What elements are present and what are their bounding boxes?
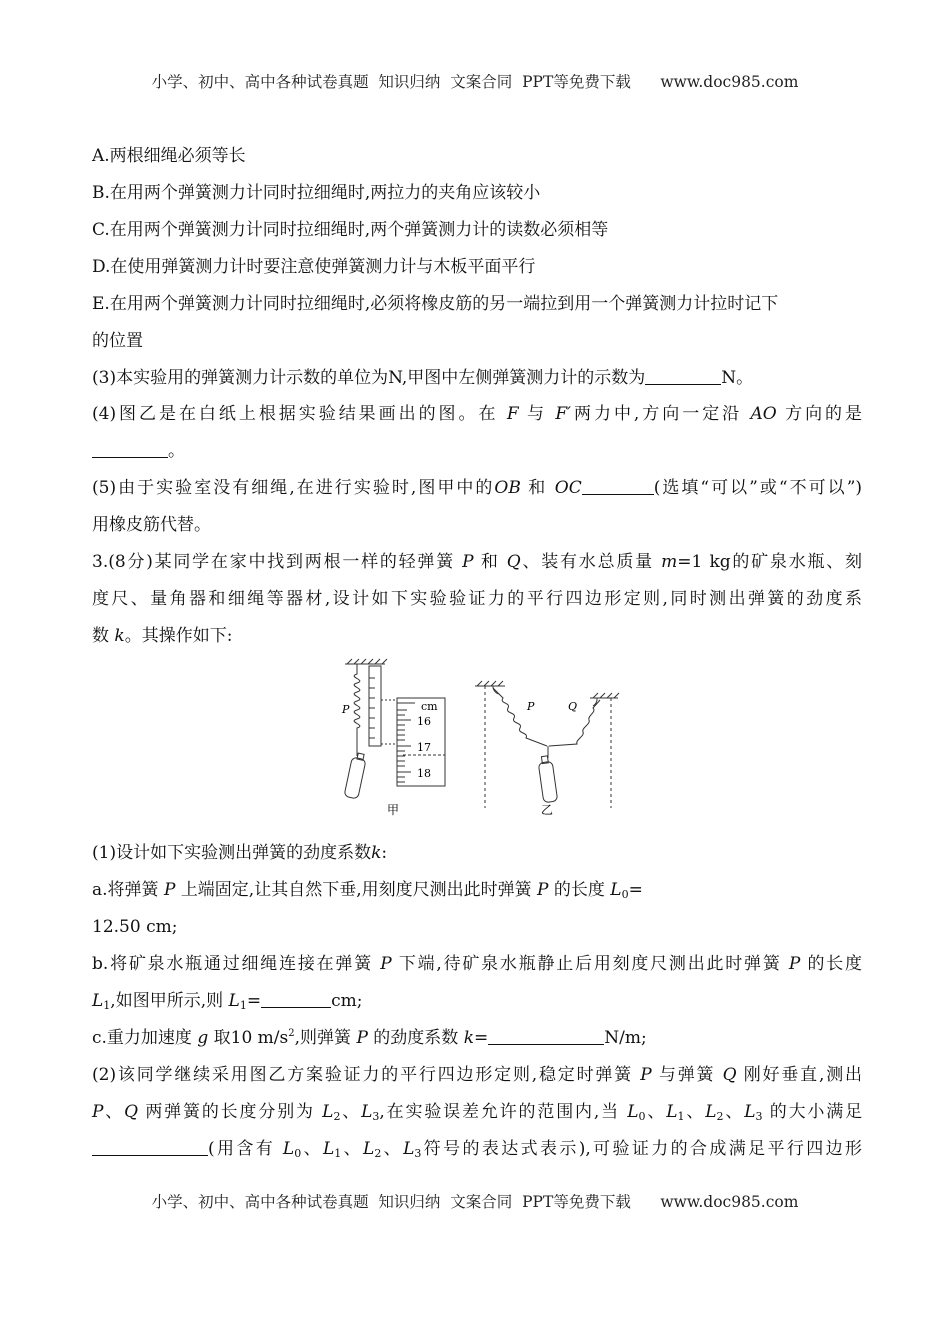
step-a-line1	[92, 880, 862, 900]
subscript: 0	[621, 888, 629, 901]
q5-text: (5)由于实验室没有细绳,在进行实验时,图甲中的	[92, 478, 495, 498]
option-c: C.在用两个弹簧测力计同时拉细绳时,两个弹簧测力计的读数必须相等	[92, 220, 609, 240]
subscript: 1	[103, 999, 111, 1012]
q3-unit: N。	[721, 368, 754, 388]
s2-text: 、	[684, 1102, 706, 1122]
p3-text: =1 kg的矿泉水瓶、刻	[677, 552, 863, 572]
subscript: 1	[677, 1110, 685, 1123]
question-4-line1	[92, 404, 862, 424]
s2-text: 、	[341, 1139, 364, 1159]
s2-text: 的大小满足	[769, 1102, 863, 1122]
subscript: 3	[372, 1110, 380, 1123]
label-q: Q	[568, 700, 578, 713]
var-p: P	[640, 1065, 652, 1085]
s1-text: =	[474, 1028, 489, 1048]
s2-text: 、	[301, 1139, 323, 1159]
s2-text: ,在实验误差允许的范围内,当	[379, 1102, 620, 1122]
subscript: 1	[239, 999, 247, 1012]
var-oc: OC	[554, 478, 582, 498]
question-5-line2: 用橡皮筋代替。	[92, 515, 211, 535]
var-l: L	[610, 880, 622, 900]
bottle-left	[344, 757, 366, 799]
answer-blank	[645, 368, 721, 385]
option-a: A.两根细绳必须等长	[92, 146, 246, 166]
answer-blank	[488, 1028, 604, 1045]
s1-text: 下端,待矿泉水瓶静止后用刻度尺测出此时弹簧	[398, 954, 782, 974]
subscript: 3	[755, 1110, 763, 1123]
s1-text: 的长度	[553, 880, 605, 900]
s1-text: =	[628, 880, 643, 900]
p3-text: 、装有水总质量	[520, 552, 654, 572]
var-g: g	[197, 1028, 209, 1048]
var-l: L	[403, 1139, 415, 1159]
var-m: m	[661, 552, 678, 572]
var-p: P	[163, 880, 176, 900]
s1-text: (1)设计如下实验测出弹簧的劲度系数	[92, 843, 372, 863]
superscript: 2	[288, 1028, 295, 1039]
section-2-line1	[92, 1065, 862, 1085]
var-l: L	[744, 1102, 756, 1122]
figure-right	[475, 681, 619, 808]
var-l: L	[361, 1102, 373, 1122]
question-4-line2	[92, 441, 862, 461]
var-q: Q	[124, 1102, 139, 1122]
s1-text: c.重力加速度	[92, 1028, 192, 1048]
s1-text: 的长度	[807, 954, 863, 974]
var-l: L	[666, 1102, 678, 1122]
q4-text: 两力中,方向一定沿	[571, 404, 743, 424]
var-l: L	[627, 1102, 639, 1122]
s1-text: =	[246, 991, 262, 1011]
problem-3-line2: 度尺、量角器和细绳等器材,设计如下实验验证力的平行四边形定则,同时测出弹簧的劲度系	[92, 589, 862, 609]
q4-end: 。	[168, 441, 185, 461]
subscript: 1	[334, 1147, 342, 1160]
s1-text: 取10 m/s	[213, 1028, 289, 1048]
p3-text: 3.(8分)某同学在家中找到两根一样的轻弹簧	[92, 552, 455, 572]
answer-blank	[92, 1139, 208, 1156]
var-l: L	[363, 1139, 375, 1159]
var-p: P	[788, 954, 801, 974]
question-3	[92, 368, 862, 388]
tick-label: 18	[417, 767, 431, 780]
step-c	[92, 1028, 862, 1048]
page-footer: 小学、初中、高中各种试卷真题 知识归纳 文案合同 PPT等免费下载 www.doc985.com	[151, 1193, 799, 1211]
p3-text: 。其操作如下:	[124, 626, 233, 646]
question-5-line1	[92, 478, 862, 498]
spring-p-diagonal	[493, 688, 547, 746]
s1-text: b.将矿泉水瓶通过细绳连接在弹簧	[92, 954, 373, 974]
p3-text: 和	[480, 552, 500, 572]
s1-text: ,则弹簧	[294, 1028, 352, 1048]
q4-text: 方向的是	[785, 404, 863, 424]
s2-text: 、	[103, 1102, 125, 1122]
ruler-unit: cm	[421, 700, 438, 713]
spring-p-vertical	[354, 664, 360, 748]
s2-text: (用含有	[208, 1139, 276, 1159]
var-l: L	[228, 991, 240, 1011]
s2-text: 、	[340, 1102, 362, 1122]
subscript: 2	[374, 1147, 382, 1160]
s1-text: 上端固定,让其自然下垂,用刻度尺测出此时弹簧	[180, 880, 532, 900]
var-l: L	[705, 1102, 717, 1122]
var-ao: AO	[750, 404, 777, 424]
problem-3-line3	[92, 626, 862, 646]
s2-text: 两弹簧的长度分别为	[145, 1102, 315, 1122]
var-f: F	[506, 404, 519, 424]
label-p-left: P	[342, 703, 350, 716]
q5-text: 和	[528, 478, 548, 498]
var-l: L	[322, 1102, 334, 1122]
var-f-prime: F′	[555, 404, 572, 424]
s2-text: 符号的表达式表示),可验证力的合成满足平行四边形	[421, 1139, 862, 1159]
step-a-line2: 12.50 cm;	[92, 917, 178, 937]
caption-right: 乙	[541, 803, 554, 817]
option-e-line2: 的位置	[92, 331, 143, 351]
answer-blank	[92, 441, 168, 458]
s2-text: 、	[645, 1102, 667, 1122]
var-k: k	[463, 1028, 475, 1048]
var-k: k	[371, 843, 382, 863]
s2-text: 与弹簧	[658, 1065, 716, 1085]
section-2-line3	[92, 1139, 862, 1159]
s2-text: 刚好垂直,测出	[743, 1065, 863, 1085]
experiment-figure	[335, 658, 625, 818]
var-l: L	[282, 1139, 295, 1159]
q4-text: (4)图乙是在白纸上根据实验结果画出的图。在	[92, 404, 499, 424]
tick-label: 16	[417, 715, 431, 728]
var-p: P	[92, 1102, 104, 1122]
s2-text: (2)该同学继续采用图乙方案验证力的平行四边形定则,稳定时弹簧	[92, 1065, 634, 1085]
subscript: 0	[294, 1147, 302, 1160]
subscript: 0	[638, 1110, 646, 1123]
label-p-right: P	[527, 700, 535, 713]
bottle-right	[538, 761, 557, 803]
tick-label: 17	[417, 741, 431, 754]
s1-text: N/m;	[604, 1028, 647, 1048]
section-1-title	[92, 843, 862, 863]
var-k: k	[114, 626, 125, 646]
option-e-line1: E.在用两个弹簧测力计同时拉细绳时,必须将橡皮筋的另一端拉到用一个弹簧测力计拉时记下	[92, 294, 779, 314]
var-q: Q	[722, 1065, 737, 1085]
s2-text: 、	[381, 1139, 404, 1159]
subscript: 3	[414, 1147, 422, 1160]
caption-left: 甲	[387, 803, 400, 817]
section-2-line2	[92, 1102, 862, 1122]
option-b: B.在用两个弹簧测力计同时拉细绳时,两拉力的夹角应该较小	[92, 183, 541, 203]
step-b-line1	[92, 954, 862, 974]
p3-text: 数	[92, 626, 109, 646]
var-p: P	[356, 1028, 368, 1048]
q3-text: (3)本实验用的弹簧测力计示数的单位为N,甲图中左侧弹簧测力计的示数为	[92, 368, 646, 388]
s1-text: :	[381, 843, 388, 863]
var-l: L	[92, 991, 104, 1011]
subscript: 2	[716, 1110, 724, 1123]
s1-text: 的劲度系数	[373, 1028, 459, 1048]
subscript: 2	[333, 1110, 341, 1123]
var-ob: OB	[494, 478, 521, 498]
answer-blank	[582, 478, 654, 495]
option-d: D.在使用弹簧测力计时要注意使弹簧测力计与木板平面平行	[92, 257, 536, 277]
problem-3-line1	[92, 552, 862, 572]
var-q: Q	[506, 552, 521, 572]
q4-text: 与	[527, 404, 547, 424]
s1-text: ,如图甲所示,则	[110, 991, 224, 1011]
step-b-line2	[92, 991, 862, 1011]
var-p: P	[537, 880, 549, 900]
var-p: P	[462, 552, 474, 572]
s2-text: 、	[723, 1102, 745, 1122]
s1-text: cm;	[331, 991, 363, 1011]
var-p: P	[380, 954, 392, 974]
page-header: 小学、初中、高中各种试卷真题 知识归纳 文案合同 PPT等免费下载 www.doc985.com	[151, 73, 799, 91]
q5-text: (选填“可以”或“不可以”)	[653, 478, 863, 498]
var-l: L	[322, 1139, 335, 1159]
answer-blank	[261, 991, 331, 1008]
s1-text: a.将弹簧	[92, 880, 159, 900]
